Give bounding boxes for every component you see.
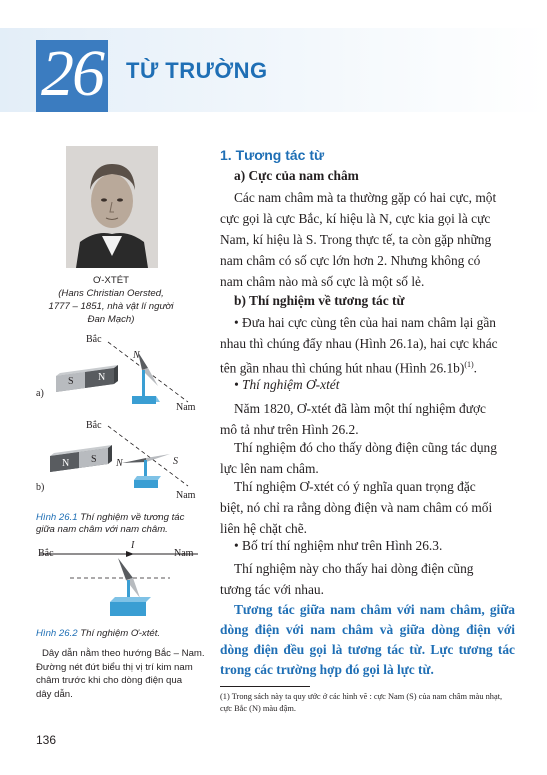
fig1-north-label-b: Bắc [86, 420, 102, 431]
summary-box: Tương tác giữa nam châm với nam châm, giữa dòng điện với nam châm và giữa dòng điện với dòng điện đều gọi là tương tác từ. Lực tương tác trong các trường hợp đó gọi là lực từ. [220, 602, 515, 677]
bar-magnet-b [50, 445, 112, 472]
text-line: Nam, kí hiệu là S. Trong thực tế, ta còn gặp những [220, 232, 492, 247]
paragraph-c [220, 398, 516, 440]
text-line: biệt, nó chỉ ra rằng dòng điện và nam châm có mối [220, 500, 493, 515]
fig1-needle-n-label-a: N [133, 350, 140, 361]
fig2-note-line: châm trước khi cho dòng điện qua [36, 675, 183, 686]
text-line: mô tả như trên Hình 26.2. [220, 422, 359, 437]
portrait-info [36, 287, 186, 326]
portrait-info-line: Đan Mạch) [87, 314, 135, 325]
text-line: nam châm nào mà số cực là một số lẻ. [220, 274, 425, 289]
footnote-mark: (1) [464, 360, 474, 369]
paragraph-e [220, 476, 516, 539]
text-span: tên gần nhau thì chúng hút nhau (Hình 26.1b) [220, 360, 465, 376]
oersted-portrait [66, 146, 158, 268]
fig2-north-label: Bắc [38, 548, 54, 559]
fig1-south-label-a: Nam [176, 402, 196, 413]
fig2-caption-label: Hình 26.2 [36, 628, 78, 639]
compass-stand-a [142, 370, 145, 396]
fig2-note-line: dây dẫn. [36, 688, 73, 700]
text-line: Thí nghiệm này cho thấy hai dòng điện cũng [234, 561, 474, 576]
fig2-note [36, 647, 206, 701]
text-line: Các nam châm mà ta thường gặp có hai cực, một [234, 190, 497, 205]
fig1-part-a-label: a) [36, 388, 44, 399]
fig1-caption-label: Hình 26.1 [36, 512, 78, 523]
section-heading: 1. Tương tác từ [220, 147, 325, 163]
text-line: nam châm có số cực lớn hơn 2. Nhưng không có [220, 253, 481, 268]
text-line: • Đưa hai cực cùng tên của hai nam châm lại gần [234, 315, 496, 330]
compass-base-b [134, 480, 158, 488]
text-line: Năm 1820, Ơ-xtét đã làm một thí nghiệm được [234, 401, 486, 416]
fig1-needle-n-label-b: N [116, 458, 123, 469]
portrait-info-line: 1777 – 1851, nhà vật lí người [48, 301, 174, 312]
fig1-caption [36, 512, 206, 536]
text-span: . [473, 360, 478, 376]
compass-base-2 [110, 597, 151, 602]
fig1-south-label-b: Nam [176, 490, 196, 501]
paragraph-g [220, 558, 516, 600]
text-line: tương tác với nhau. [220, 582, 324, 597]
footnote: (1) Trong sách này ta quy ước ở các hình vẽ : cực Nam (S) của nam châm màu nhạt, cực Bắc (N) màu đậm. [220, 692, 503, 713]
fig2-note-line: Đường nét đứt biểu thị vị trí kim nam [36, 661, 193, 673]
text-line: Thí nghiệm đó cho thấy dòng điện cũng tác dụng [234, 440, 497, 455]
fig1-caption-text: Thí nghiệm về tương tác [77, 512, 185, 523]
text-line: Thí nghiệm Ơ-xtét có ý nghĩa quan trọng đặc [234, 479, 476, 494]
current-arrow [126, 551, 134, 557]
subheading-a: a) Cực của nam châm [234, 168, 359, 183]
fig1-north-label-a: Bắc [86, 334, 102, 345]
fig2-caption [36, 628, 160, 639]
fig2-note-line: Dây dẫn nằm theo hướng Bắc – Nam. [42, 648, 205, 659]
compass-needle-b [122, 458, 146, 463]
fig1-needle-s-label-b: S [173, 456, 178, 467]
fig1-magnet-n-label-a: N [98, 372, 106, 383]
chapter-title: TỪ TRƯỜNG [126, 58, 268, 83]
text-line: cực gọi là cực Bắc, kí hiệu là N, cực kia gọi là cực [220, 211, 491, 226]
fig2-current-label: I [131, 540, 135, 551]
fig2-south-label: Nam [174, 548, 194, 559]
figure-26-1 [30, 330, 210, 505]
fig1-part-b-label: b) [36, 482, 45, 493]
paragraph-b1 [220, 312, 516, 378]
text-line: liên hệ chặt chẽ. [220, 521, 307, 536]
text-line: nhau thì chúng đẩy nhau (Hình 26.1a), hai cực khác [220, 336, 498, 351]
fig2-caption-text: Thí nghiệm Ơ-xtét. [77, 628, 161, 639]
chapter-number: 26 [41, 37, 103, 110]
bullet-oersted: • Thí nghiệm Ơ-xtét [234, 377, 340, 392]
paragraph-a [220, 187, 516, 292]
compass-needle-2 [118, 558, 133, 580]
portrait-name: Ơ-XTÉT [93, 275, 129, 286]
fig1-magnet-s-label-b: S [91, 454, 97, 465]
text-line: lực lên nam châm. [220, 461, 319, 476]
fig1-caption-text2: giữa nam châm với nam châm. [36, 524, 168, 535]
fig1-magnet-n-label-b: N [62, 458, 70, 469]
bar-magnet-a [56, 365, 118, 392]
paragraph-d [220, 437, 516, 479]
page-number: 136 [36, 733, 57, 747]
fig1-magnet-s-label-a: S [68, 376, 74, 387]
paragraph-f: • Bố trí thí nghiệm như trên Hình 26.3. [234, 538, 443, 553]
subheading-b: b) Thí nghiệm về tương tác từ [234, 293, 405, 308]
footnote-rule [220, 686, 310, 687]
portrait-info-line: (Hans Christian Oersted, [58, 288, 164, 299]
